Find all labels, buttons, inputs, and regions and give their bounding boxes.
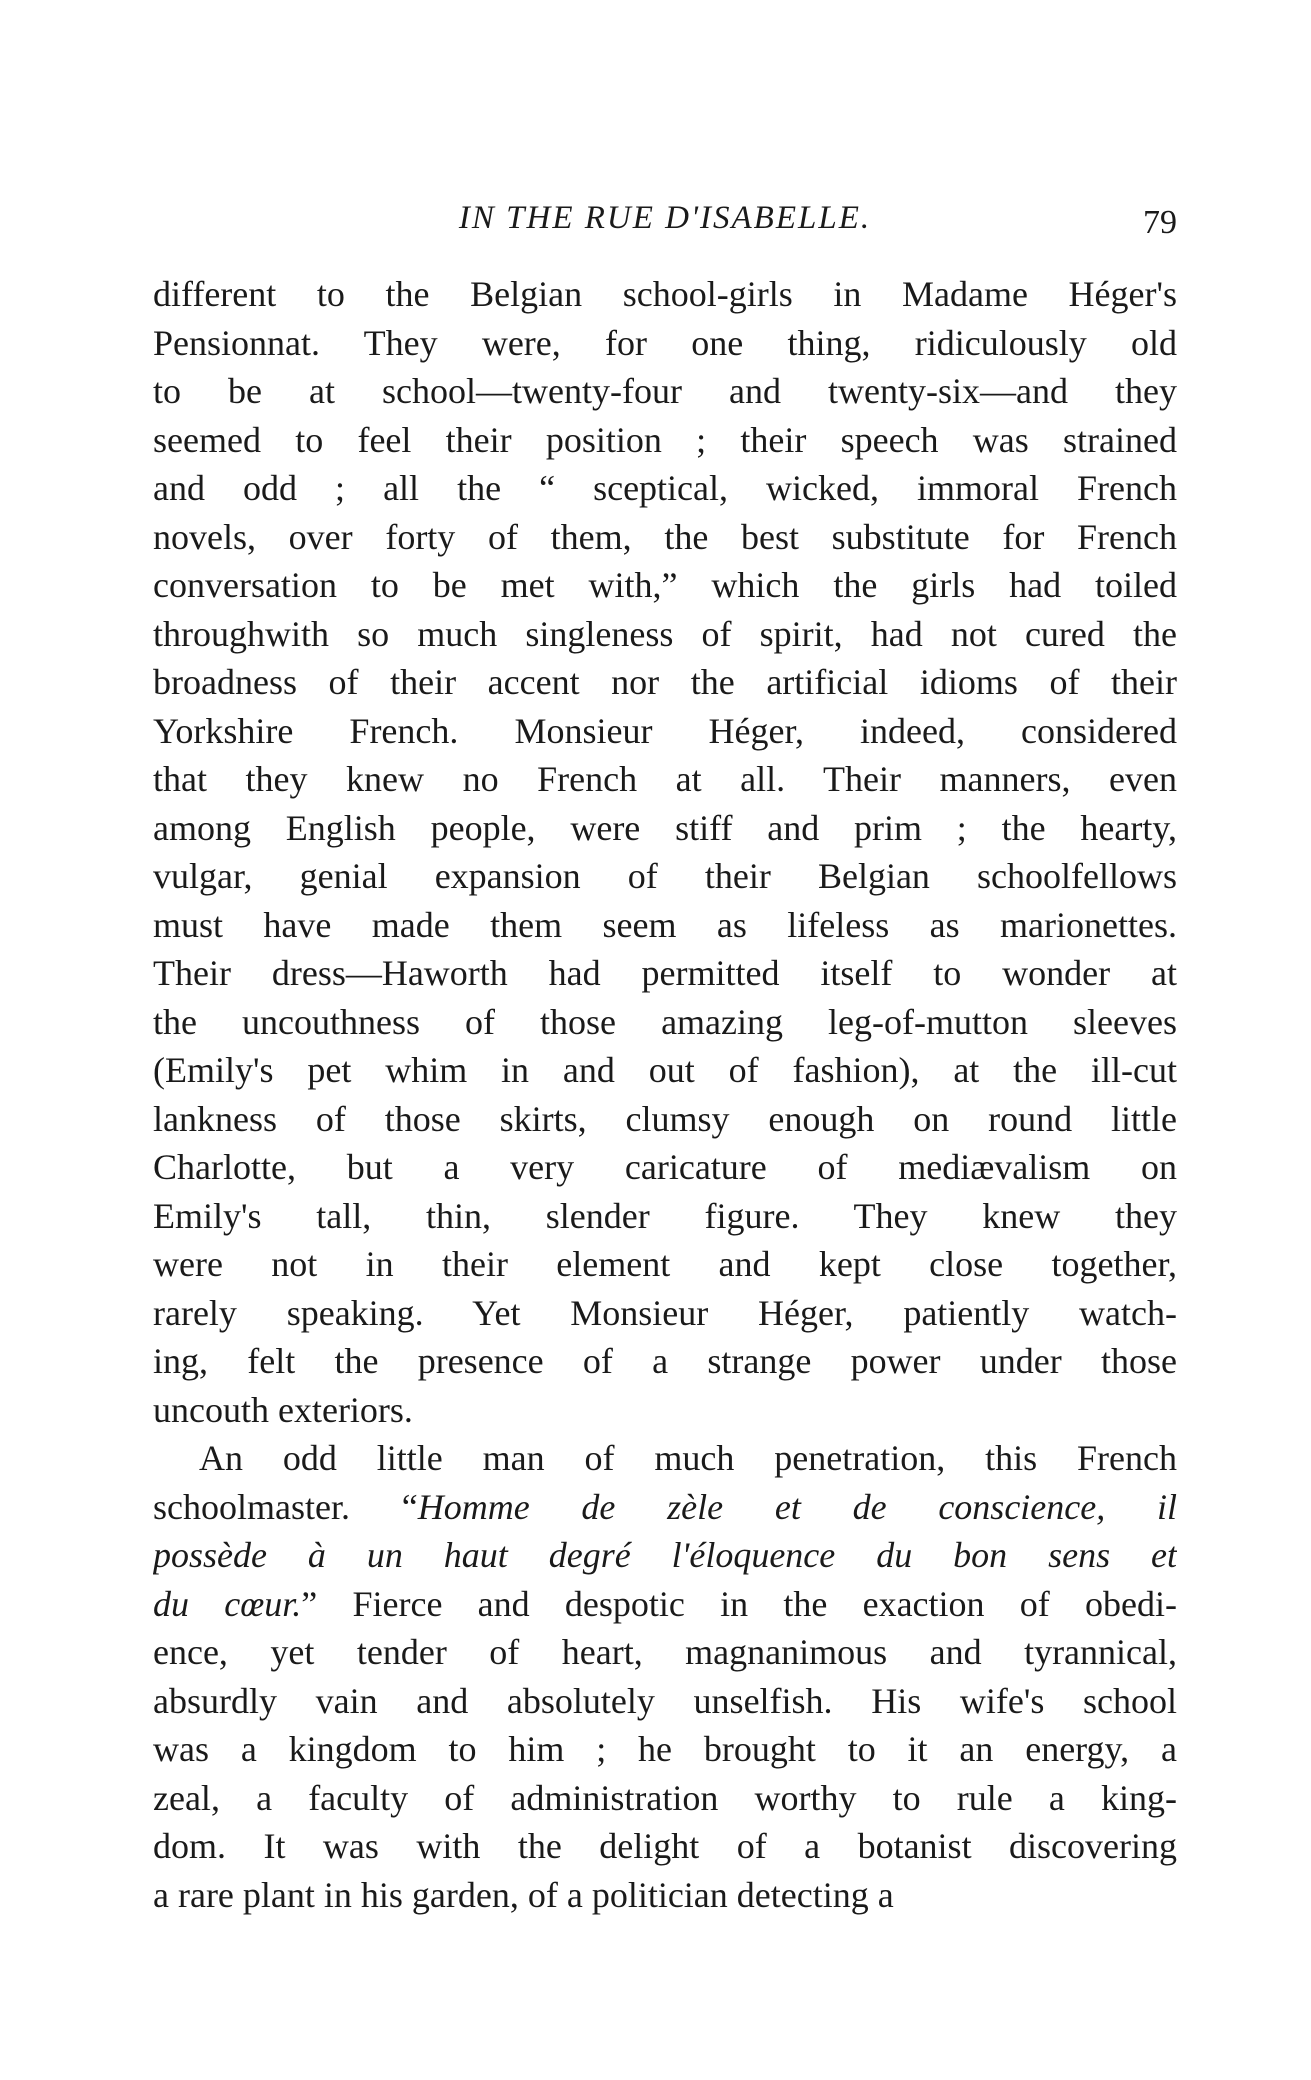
text-line: throughwith so much singleness of spirit, had not cured the (153, 613, 1177, 654)
italic-quote: possède à un haut degré l'éloquence du bon sens et (153, 1535, 1177, 1575)
italic-quote: Homme de zèle et de conscience, il (417, 1486, 1177, 1527)
text-line: that they knew no French at all. Their manners, even (153, 759, 1177, 799)
text-line: Charlotte, but a very caricature of mediævalism on (153, 1147, 1177, 1187)
text-line: and odd ; all the “ sceptical, wicked, immoral French (153, 468, 1177, 508)
text-line: zeal, a faculty of administration worthy to rule a king- (153, 1777, 1177, 1818)
text-line: a rare plant in his garden, of a politician detecting a (153, 1874, 894, 1915)
text-line (153, 1580, 1177, 1629)
text-line: were not in their element and kept close together, (153, 1244, 1177, 1284)
text-line: was a kingdom to him ; he brought to it an energy, a (153, 1729, 1177, 1769)
text-line: conversation to be met with,” which the girls had toiled (153, 565, 1177, 605)
text-line: lankness of those skirts, clumsy enough on round little (153, 1098, 1177, 1139)
text-line: uncouth exteriors. (153, 1389, 413, 1430)
running-head (153, 200, 1177, 250)
text-line (153, 1483, 1177, 1532)
page-number: 79 (1143, 204, 1177, 241)
text-segment: schoolmaster. “ (153, 1486, 418, 1527)
text-line: Their dress—Haworth had permitted itself to wonder at (153, 953, 1177, 993)
italic-quote: du cœur. (153, 1583, 302, 1624)
text-line: the uncouthness of those amazing leg-of-mutton sleeves (153, 1001, 1177, 1042)
text-line (153, 1531, 1177, 1580)
text-line: dom. It was with the delight of a botanist discovering (153, 1826, 1177, 1866)
text-line: Yorkshire French. Monsieur Héger, indeed, considered (153, 710, 1177, 751)
text-line: to be at school—twenty-four and twenty-six—and they (153, 371, 1177, 411)
text-line: ing, felt the presence of a strange power under those (153, 1341, 1177, 1381)
paragraph (153, 1434, 1177, 1919)
text-line: broadness of their accent nor the artificial idioms of their (153, 662, 1177, 702)
text-line: novels, over forty of them, the best substitute for French (153, 516, 1177, 557)
text-line: (Emily's pet whim in and out of fashion), at the ill-cut (153, 1050, 1177, 1090)
paragraph (153, 270, 1177, 1434)
text-line: seemed to feel their position ; their speech was strained (153, 419, 1177, 460)
text-line: different to the Belgian school-girls in Madame Héger's (153, 274, 1177, 314)
text-line: vulgar, genial expansion of their Belgian schoolfellows (153, 856, 1177, 896)
text-line: Pensionnat. They were, for one thing, ridiculously old (153, 322, 1177, 363)
text-line: An odd little man of much penetration, this French (199, 1438, 1177, 1478)
running-head-title: IN THE RUE D'ISABELLE. (458, 200, 872, 236)
text-segment: ” Fierce and despotic in the exaction of obedi- (301, 1583, 1177, 1624)
text-line: absurdly vain and absolutely unselfish. His wife's school (153, 1680, 1177, 1721)
text-line: among English people, were stiff and prim ; the hearty, (153, 807, 1177, 848)
text-line: Emily's tall, thin, slender figure. They knew they (153, 1195, 1177, 1236)
text-line: must have made them seem as lifeless as marionettes. (153, 904, 1177, 945)
text-line: ence, yet tender of heart, magnanimous and tyrannical, (153, 1632, 1177, 1672)
text-line: rarely speaking. Yet Monsieur Héger, patiently watch- (153, 1292, 1177, 1333)
body-text (153, 270, 1177, 1919)
